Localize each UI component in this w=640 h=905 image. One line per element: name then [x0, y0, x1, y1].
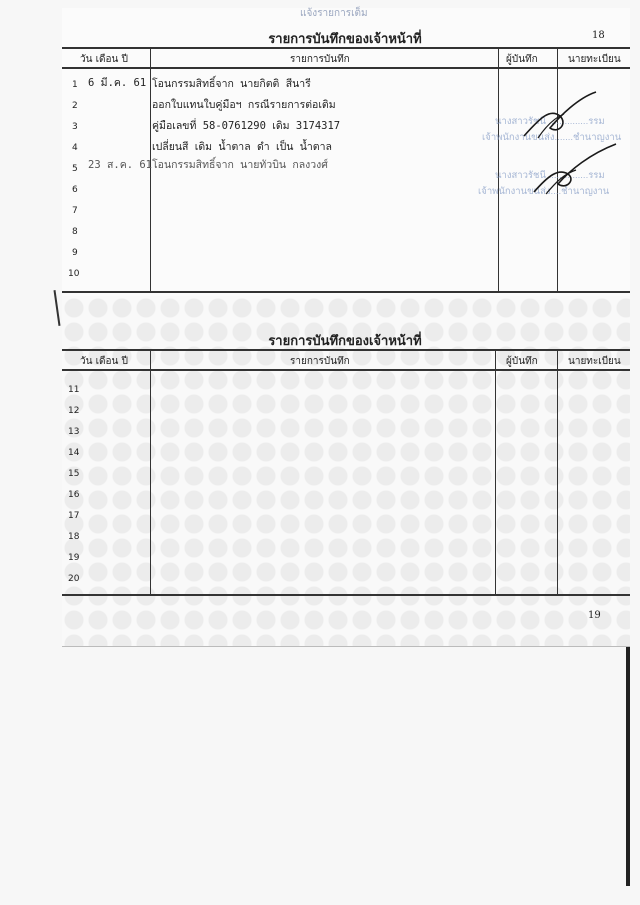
- page-title-18: รายการบันทึกของเจ้าหน้าที่: [268, 31, 422, 46]
- row-number: 2: [72, 101, 78, 111]
- row-number: 14: [68, 448, 80, 458]
- entry-date: 23 ส.ค. 61: [88, 159, 153, 171]
- header-date: วัน เดือน ปี: [80, 356, 128, 367]
- entry-date: 6 มี.ค. 61: [88, 77, 147, 89]
- table-top-border: [62, 349, 630, 351]
- row-number: 11: [68, 385, 80, 395]
- row-number: 16: [68, 490, 80, 500]
- row-number: 20: [68, 574, 80, 584]
- page-edge-shadow: [626, 646, 630, 886]
- entry-line: โอนกรรมสิทธิ์จาก นายกิตติ สีนารี: [152, 78, 311, 90]
- row-number: 6: [72, 185, 78, 195]
- col-divider: [495, 349, 496, 595]
- header-registrar: นายทะเบียน: [568, 54, 621, 65]
- row-number: 10: [68, 269, 80, 279]
- row-number: 3: [72, 122, 78, 132]
- officer-stamp: นางสาวรัชนี ...............รรม: [495, 116, 605, 127]
- officer-stamp: เจ้าพนักงานขนส่ง.......ชำนาญงาน: [482, 132, 622, 143]
- officer-stamp: นางสาวรัชนี ...............รรม: [495, 170, 605, 181]
- col-divider: [557, 349, 558, 595]
- signature-1: [520, 88, 600, 148]
- header-recorder: ผู้บันทึก: [506, 356, 538, 367]
- row-number: 18: [68, 532, 80, 542]
- header-recorder: ผู้บันทึก: [506, 54, 538, 65]
- entry-line: ออกใบแทนใบคู่มือฯ กรณีรายการต่อเติม: [152, 99, 336, 111]
- row-number: 1: [72, 80, 78, 90]
- entry-line: คู่มือเลขที่ 58-0761290 เดิม 3174317: [152, 120, 341, 132]
- officer-stamp: เจ้าพนักงานขนส่ง....ชำนาญงาน: [478, 186, 610, 197]
- row-number: 19: [68, 553, 80, 563]
- page-edge-mark: [54, 290, 61, 326]
- table-bottom-border: [62, 594, 630, 596]
- row-number: 13: [68, 427, 80, 437]
- page-number-19: 19: [588, 610, 601, 621]
- row-number: 8: [72, 227, 78, 237]
- row-number: 12: [68, 406, 80, 416]
- table-bottom-border: [62, 291, 630, 293]
- page-edge-line: [62, 646, 630, 647]
- header-bottom-border: [62, 369, 630, 371]
- row-number: 15: [68, 469, 80, 479]
- row-number: 9: [72, 248, 78, 258]
- signature-2: [530, 140, 620, 200]
- row-number: 7: [72, 206, 78, 216]
- watermark-top: แจ้งรายการเต็ม: [300, 8, 368, 19]
- entry-line: โอนกรรมสิทธิ์จาก นายทัวบิน กลงวงศ์: [152, 159, 328, 171]
- page-number-18: 18: [592, 30, 605, 41]
- entry-line: เปลี่ยนสี เดิม น้ำตาล ดำ เป็น น้ำตาล: [152, 141, 332, 153]
- row-number: 5: [72, 164, 78, 174]
- header-entry: รายการบันทึก: [290, 356, 350, 367]
- header-entry: รายการบันทึก: [290, 54, 350, 65]
- header-registrar: นายทะเบียน: [568, 356, 621, 367]
- row-number: 17: [68, 511, 80, 521]
- table-top-border: [62, 47, 630, 49]
- row-number: 4: [72, 143, 78, 153]
- header-date: วัน เดือน ปี: [80, 54, 128, 65]
- col-divider: [150, 349, 151, 595]
- page-title-19: รายการบันทึกของเจ้าหน้าที่: [268, 333, 422, 348]
- header-bottom-border: [62, 67, 630, 69]
